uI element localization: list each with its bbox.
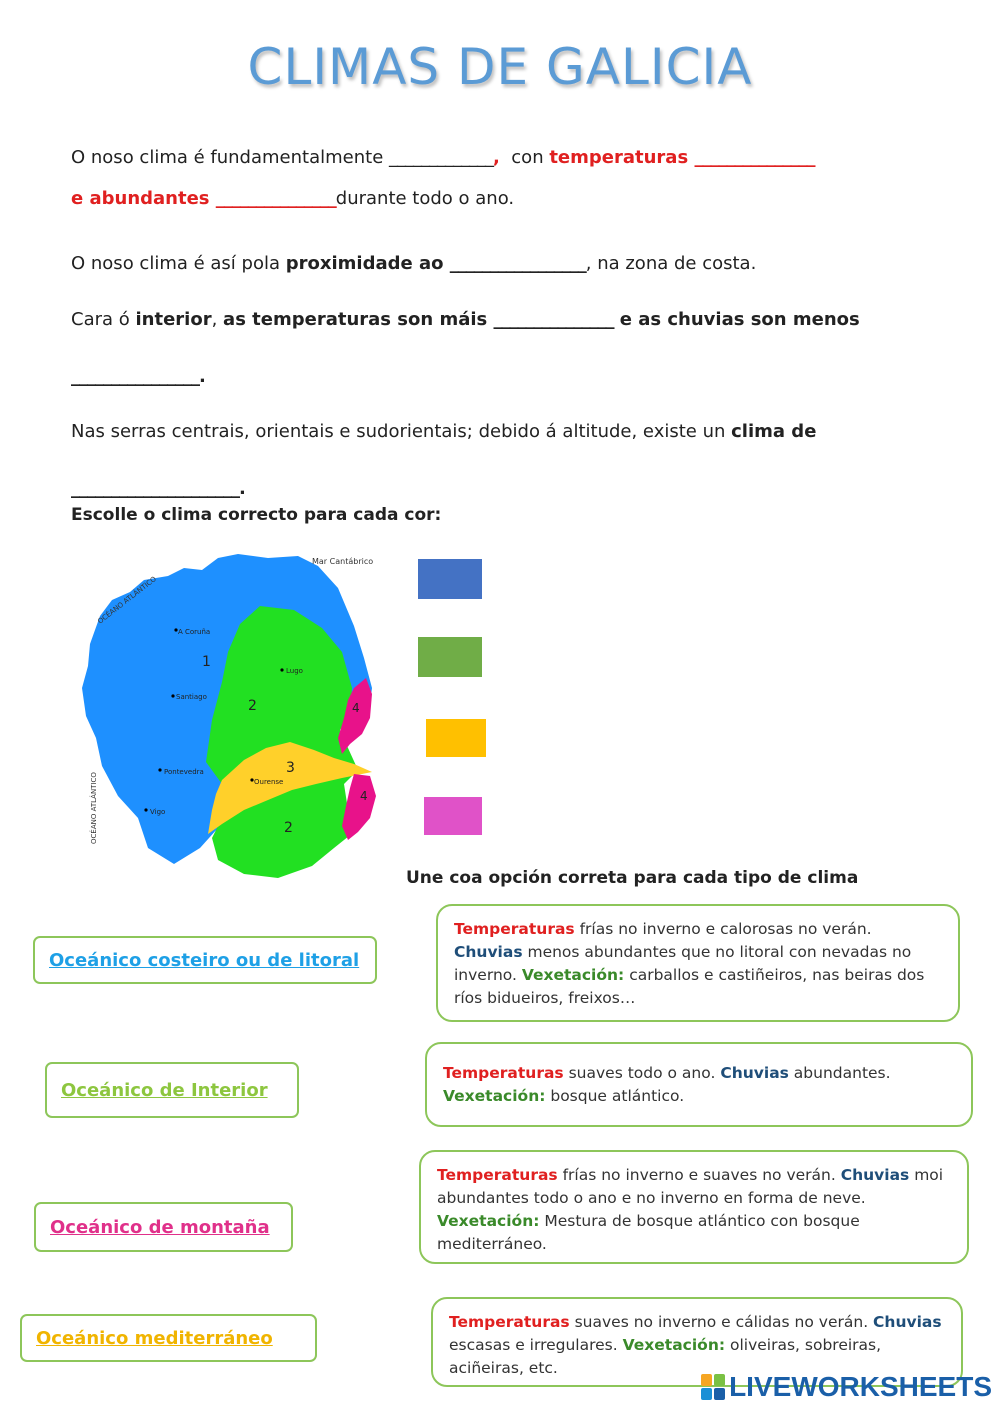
map-zone-label-4b: 4: [360, 789, 368, 803]
comma: ,: [493, 147, 500, 168]
paragraph-3-line-1: [71, 309, 860, 330]
keyword-temperaturas-mais: as temperaturas son máis: [223, 309, 494, 330]
text: escasas e irregulares.: [449, 1336, 623, 1354]
paragraph-3-line-2: [71, 366, 206, 387]
swatch-magenta[interactable]: [424, 797, 482, 835]
blank-3[interactable]: _______________: [215, 188, 336, 209]
page-title: CLIMAS DE GALICIA: [247, 38, 753, 96]
text: suaves todo o ano.: [563, 1064, 721, 1082]
instruction-match: Une coa opción correta para cada tipo de clima: [406, 868, 859, 888]
text: durante todo o ano.: [335, 188, 515, 209]
galicia-climate-map: [72, 548, 392, 884]
text: O noso clima é fundamentalmente: [71, 147, 389, 168]
map-label-ocean-west: OCÉANO ATLÁNTICO: [90, 772, 98, 844]
text: , na zona de costa.: [585, 253, 757, 274]
map-label-vigo: Vigo: [150, 808, 166, 816]
text: bosque atlántico.: [545, 1087, 685, 1105]
label-chuvias: Chuvias: [454, 943, 523, 961]
text: ,: [211, 309, 224, 330]
keyword-abundantes: e abundantes: [71, 188, 216, 209]
paragraph-4-line-2: [71, 478, 246, 499]
map-zone-label-2a: 2: [248, 698, 257, 714]
blank-1[interactable]: _____________: [389, 147, 493, 168]
label-chuvias: Chuvias: [873, 1313, 942, 1331]
description-box-1[interactable]: [436, 904, 960, 1022]
label-temperaturas: Temperaturas: [449, 1313, 570, 1331]
keyword-clima-de: clima de: [731, 421, 817, 442]
period: .: [239, 478, 246, 499]
swatch-yellow[interactable]: [426, 719, 486, 757]
keyword-proximidade: proximidade ao: [285, 253, 450, 274]
description-box-2[interactable]: [425, 1042, 973, 1127]
text: frías no inverno e calorosas no verán.: [574, 920, 872, 938]
paragraph-1-line-1: [71, 147, 814, 168]
option-oceanico-montana[interactable]: Oceánico de montaña: [34, 1202, 293, 1252]
label-chuvias: Chuvias: [720, 1064, 789, 1082]
period: .: [199, 366, 206, 387]
text: Mestura de bosque atlántico con bosque mediterráneo.: [437, 1212, 860, 1253]
blank-2[interactable]: _______________: [694, 147, 815, 168]
label-chuvias: Chuvias: [840, 1166, 910, 1184]
blank-4[interactable]: _________________: [449, 253, 586, 274]
map-label-pontevedra: Pontevedra: [164, 768, 204, 776]
brand-name: LIVEWORKSHEETS: [729, 1371, 992, 1402]
label-vexetacion: Vexetación:: [443, 1087, 546, 1105]
text: con: [499, 147, 550, 168]
option-oceanico-costeiro[interactable]: Oceánico costeiro ou de litoral: [33, 936, 377, 984]
text: moi abundantes todo o ano e no inverno en forma de neve.: [437, 1166, 944, 1207]
paragraph-4-line-1: [71, 421, 816, 442]
map-label-acoruna: A Coruña: [178, 628, 211, 636]
label-temperaturas: Temperaturas: [454, 920, 575, 938]
blank-7[interactable]: _____________________: [71, 478, 239, 499]
text: suaves no inverno e cálidas no verán.: [569, 1313, 874, 1331]
blank-6[interactable]: ________________: [71, 366, 199, 387]
paragraph-1-line-2: [71, 188, 514, 209]
label-vexetacion: Vexetación:: [437, 1212, 540, 1230]
logo-mark-icon: [701, 1374, 725, 1400]
map-zone-label-2b: 2: [284, 820, 293, 836]
text: abundantes.: [788, 1064, 891, 1082]
option-oceanico-mediterraneo[interactable]: Oceánico mediterráneo: [20, 1314, 317, 1362]
keyword-chuvias-menos: e as chuvias son menos: [613, 309, 860, 330]
option-oceanico-interior[interactable]: Oceánico de Interior: [45, 1062, 299, 1118]
text: Cara ó: [71, 309, 136, 330]
liveworksheets-logo: [701, 1371, 992, 1403]
label-temperaturas: Temperaturas: [437, 1166, 558, 1184]
text: O noso clima é así pola: [71, 253, 286, 274]
map-label-santiago: Santiago: [176, 693, 207, 701]
map-label-ocean-north: OCÉANO ATLÁNTICO: [96, 574, 158, 626]
blank-5[interactable]: _______________: [493, 309, 614, 330]
swatch-blue[interactable]: [418, 559, 482, 599]
text: carballos e castiñeiros, nas beiras dos ríos bidueiros, freixos…: [454, 966, 925, 1007]
keyword-temperaturas: temperaturas: [549, 147, 695, 168]
text: Nas serras centrais, orientais e sudorientais; debido á altitude, existe un: [71, 421, 732, 442]
map-zone-label-3: 3: [286, 760, 295, 776]
text: menos abundantes que no litoral con nevadas no inverno.: [454, 943, 912, 984]
label-vexetacion: Vexetación:: [521, 966, 625, 984]
text: oliveiras, sobreiras, aciñeiras, etc.: [449, 1336, 882, 1377]
map-label-lugo: Lugo: [286, 667, 303, 675]
map-zone-4-south: [342, 774, 376, 840]
label-temperaturas: Temperaturas: [443, 1064, 564, 1082]
map-label-sea-north: Mar Cantábrico: [312, 557, 374, 566]
label-vexetacion: Vexetación:: [622, 1336, 726, 1354]
description-box-3[interactable]: [419, 1150, 969, 1264]
keyword-interior: interior: [135, 309, 212, 330]
swatch-green[interactable]: [418, 637, 482, 677]
paragraph-2: [71, 253, 756, 274]
map-zone-label-1: 1: [202, 654, 211, 670]
text: frías no inverno e suaves no verán.: [557, 1166, 841, 1184]
map-label-ourense: Ourense: [254, 778, 284, 786]
map-zone-label-4a: 4: [352, 701, 360, 715]
instruction-colors: Escolle o clima correcto para cada cor:: [71, 505, 442, 525]
